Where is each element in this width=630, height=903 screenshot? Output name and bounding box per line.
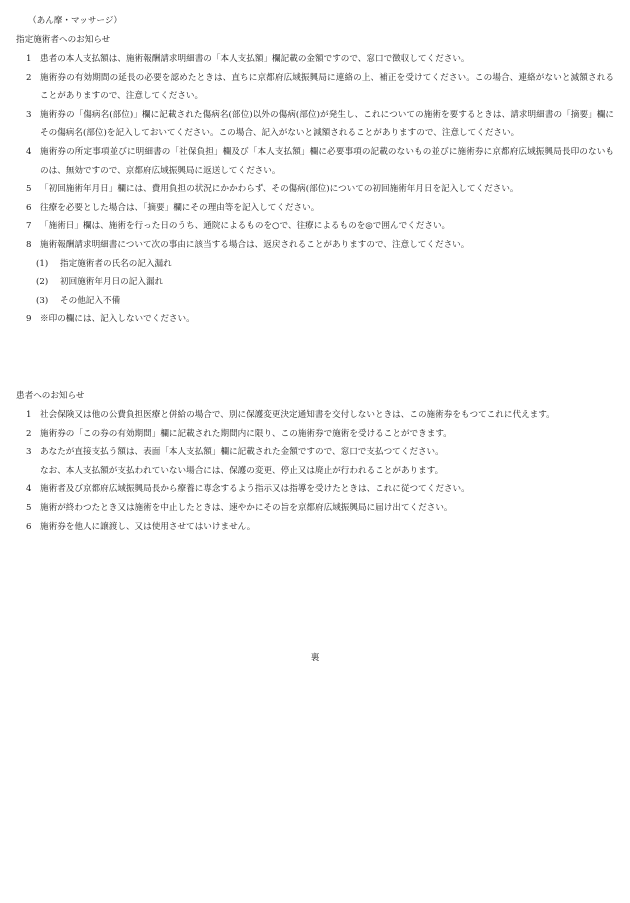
- item-text: 施術券の有効期間の延長の必要を認めたときは、直ちに京都府広域振興局に連絡の上、補正を受けてください。この場合、連絡がないと減額されることがありますので、注意してください。: [40, 72, 614, 102]
- practitioner-notice-list: [16, 50, 614, 329]
- item-text: 施術券を他人に譲渡し、又は使用させてはいけません。: [40, 521, 256, 532]
- list-item: [16, 106, 614, 143]
- item-number: 6: [26, 521, 32, 532]
- item-text: 往療を必要とした場合は、「摘要」欄にその理由等を記入してください。: [40, 202, 320, 213]
- item-number: 4: [26, 146, 32, 157]
- list-item: [16, 180, 614, 199]
- item-text: 施術券の所定事項並びに明細書の「社保負担」欄及び「本人支払額」欄に必要事項の記載のないもの並びに施術券に京都府広域振興局長印のないものは、無効ですので、京都府広域振興局に返送してください。: [40, 146, 614, 176]
- sub-list-item: [36, 292, 614, 311]
- item-number: 3: [26, 447, 32, 458]
- item-number: 5: [26, 502, 32, 513]
- document-header: （あん摩・マッサージ）: [28, 16, 123, 26]
- list-item: [16, 406, 614, 425]
- item-number: 1: [26, 54, 32, 64]
- item-text: 施術券の「傷病名(部位)」欄に記載された傷病名(部位)以外の傷病(部位)が発生し、これについての施術を要するときは、請求明細書の「摘要」欄にその傷病名(部位)を記入しておいてください。この場合、記入がないと減額されることがありますので、注意してください。: [40, 109, 614, 139]
- page-side-mark: 裏: [310, 653, 320, 663]
- item-text: あなたが直接支払う額は、表面「本人支払額」欄に記載された金額ですので、窓口で支払つてください。: [40, 447, 444, 458]
- list-item: [16, 518, 614, 537]
- item-number: 5: [26, 184, 32, 195]
- item-number: 7: [26, 221, 32, 232]
- item-text: ※印の欄には、記入しないでください。: [40, 314, 195, 325]
- patient-section-title: 患者へのお知らせ: [16, 391, 85, 401]
- sub-item-text: 初回施術年月日の記入漏れ: [60, 277, 164, 288]
- item-number: 2: [26, 72, 32, 83]
- sub-item-number: (3): [36, 295, 49, 306]
- item-text: 患者の本人支払額は、施術報酬請求明細書の「本人支払額」欄記載の金額ですので、窓口で徴収してください。: [40, 54, 470, 64]
- sub-item-number: (2): [36, 277, 49, 288]
- list-item: [16, 310, 614, 329]
- item-text: 「初回施術年月日」欄には、費用負担の状況にかかわらず、その傷病(部位)についての初回施術年月日を記入してください。: [40, 184, 519, 195]
- item-text: 社会保険又は他の公費負担医療と併給の場合で、別に保護変更決定通知書を交付しないときは、この施術券をもつてこれに代えます。: [40, 410, 555, 420]
- item-text: 施術報酬請求明細書について次の事由に該当する場合は、返戻されることがありますので、注意してください。: [40, 239, 470, 250]
- sub-list-item: [36, 273, 614, 292]
- list-item: [16, 50, 614, 69]
- item-text: 施術券の「この券の有効期間」欄に記載された期間内に限り、この施術券で施術を受けることができます。: [40, 428, 452, 439]
- patient-notice-list: [16, 406, 614, 536]
- practitioner-section-title: 指定施術者へのお知らせ: [16, 35, 111, 45]
- item-number: 6: [26, 202, 32, 213]
- sub-item-text: その他記入不備: [60, 295, 121, 306]
- item-text: 施術が終わつたとき又は施術を中止したときは、速やかにその旨を京都府広域振興局に届け出てください。: [40, 502, 453, 513]
- list-item: [16, 199, 614, 218]
- list-item: [16, 143, 614, 180]
- item-number: 1: [26, 410, 32, 420]
- item-number: 2: [26, 428, 32, 439]
- list-item: [16, 425, 614, 444]
- item-text: 「施術日」欄は、施術を行った日のうち、通院によるものを○で、往療によるものを◎で囲んでください。: [40, 221, 451, 232]
- list-item: [16, 443, 614, 462]
- item-number: 3: [26, 109, 32, 120]
- item-continuation: なお、本人支払額が支払われていない場合には、保護の変更、停止又は廃止が行われることがあります。: [40, 465, 444, 476]
- item-number: 4: [26, 484, 32, 495]
- sub-list-item: [36, 255, 614, 274]
- list-item: [16, 236, 614, 255]
- item-text: 施術者及び京都府広域振興局長から療養に専念するよう指示又は指導を受けたときは、これに従つてください。: [40, 484, 470, 495]
- sub-item-text: 指定施術者の氏名の記入漏れ: [60, 258, 172, 269]
- list-item: [16, 69, 614, 106]
- item-number: 8: [26, 239, 32, 250]
- sub-item-number: (1): [36, 258, 49, 269]
- item-number: 9: [26, 314, 32, 325]
- list-item: [16, 499, 614, 518]
- list-item: [16, 480, 614, 499]
- list-item: [16, 217, 614, 236]
